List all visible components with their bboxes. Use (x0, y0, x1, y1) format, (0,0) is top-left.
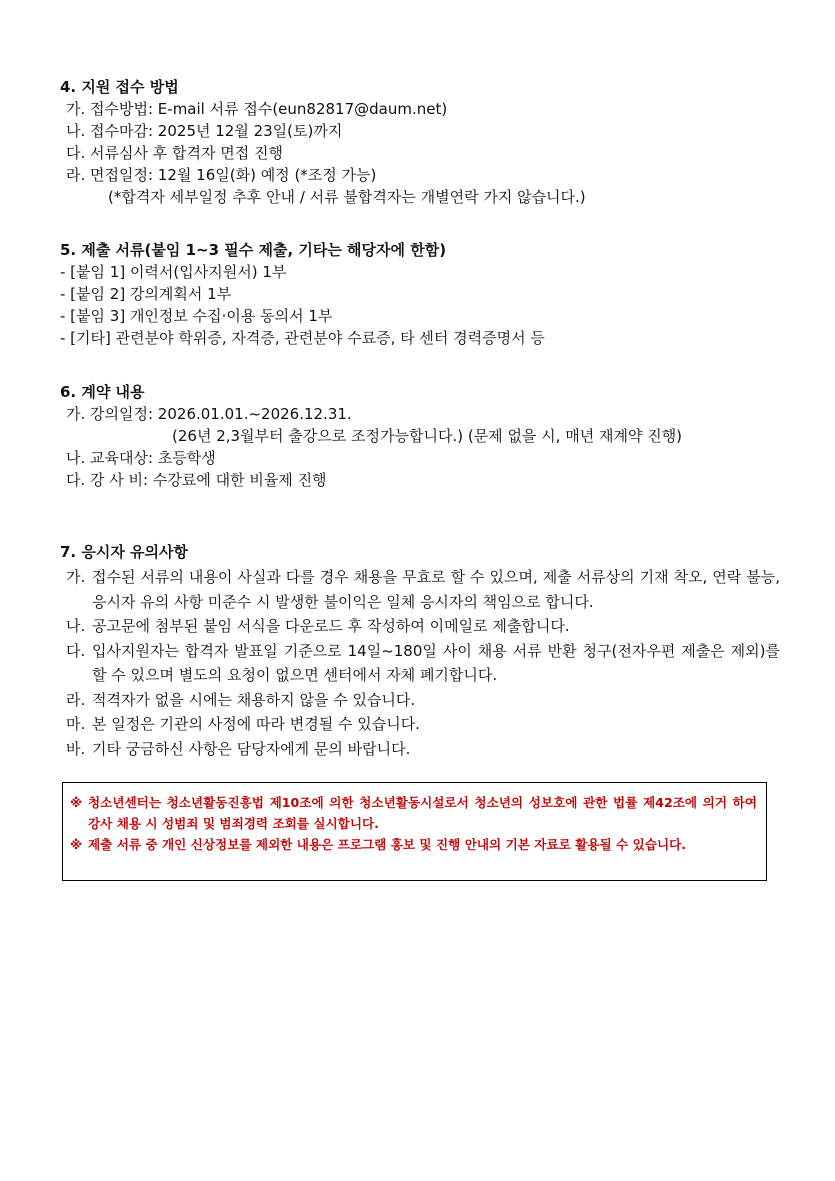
reference-mark-icon: ※ (70, 795, 83, 810)
list-item: 가. 강의일정: 2026.01.01.~2026.12.31. (66, 405, 352, 423)
section-application-method (60, 76, 780, 208)
section-applicant-notes (60, 541, 780, 761)
notice-text: 청소년센터는 청소년활동진흥법 제10조에 의한 청소년활동시설로서 청소년의 성보호에 관한 법률 제42조에 의거 하여 강사 채용 시 성범죄 및 범죄경력 조회를 실시합니다. (88, 795, 757, 831)
section-required-documents (60, 239, 780, 349)
section-heading: 4. 지원 접수 방법 (60, 78, 179, 96)
notice-item (70, 792, 757, 834)
notice-text: 제출 서류 중 개인 신상정보를 제외한 내용은 프로그램 홍보 및 진행 안내의 기본 자료로 활용될 수 있습니다. (88, 837, 687, 852)
list-item (60, 737, 780, 762)
list-item: 다. 강 사 비: 수강료에 대한 비율제 진행 (66, 471, 327, 489)
list-item: - [붙임 3] 개인정보 수집·이용 동의서 1부 (60, 307, 333, 325)
list-text: 접수된 서류의 내용이 사실과 다를 경우 채용을 무효로 할 수 있으며, 제출 서류상의 기재 착오, 연락 불능, 응시자 유의 사항 미준수 시 발생한 불이익은 일체 응시자의 책임으로 합니다. (92, 568, 780, 611)
list-marker: 라. (66, 690, 86, 709)
list-item (60, 614, 780, 639)
section-heading: 7. 응시자 유의사항 (60, 543, 189, 561)
list-text: 입사지원자는 합격자 발표일 기준으로 14일~180일 사이 채용 서류 반환 청구(전자우편 제출은 제외)를 할 수 있으며 별도의 요청이 없으면 센터에서 자체 폐기합니다. (92, 641, 780, 684)
list-marker: 나. (66, 617, 86, 635)
reference-mark-icon: ※ (70, 837, 83, 852)
notice-box (62, 782, 767, 881)
list-marker: 가. (66, 568, 86, 586)
list-item: - [붙임 2] 강의계획서 1부 (60, 285, 232, 303)
list-item: 다. 서류심사 후 합격자 면접 진행 (66, 144, 283, 162)
list-item (60, 565, 780, 614)
section-heading: 5. 제출 서류(붙임 1~3 필수 제출, 기타는 해당자에 한함) (60, 241, 447, 259)
list-item (60, 688, 780, 713)
list-marker: 다. (66, 641, 86, 660)
list-text: 본 일정은 기관의 사정에 따라 변경될 수 있습니다. (92, 715, 420, 733)
list-marker: 바. (66, 739, 86, 758)
list-item: 나. 교육대상: 초등학생 (66, 449, 216, 467)
list-item: - [붙임 1] 이력서(입사지원서) 1부 (60, 263, 287, 281)
list-marker: 마. (66, 715, 86, 733)
list-item (60, 712, 780, 737)
list-item: 라. 면접일정: 12월 16일(화) 예정 (*조정 가능) (66, 166, 377, 184)
list-text: 기타 궁금하신 사항은 담당자에게 문의 바랍니다. (92, 739, 411, 758)
list-item: 가. 접수방법: E-mail 서류 접수(eun82817@daum.net) (66, 100, 448, 118)
list-item-sub: (26년 2,3월부터 출강으로 조정가능합니다.) (문제 없을 시, 매년 재계약 진행) (172, 427, 683, 445)
list-item: - [기타] 관련분야 학위증, 자격증, 관련분야 수료증, 타 센터 경력증명서 등 (60, 329, 545, 347)
list-item: 나. 접수마감: 2025년 12월 23일(토)까지 (66, 122, 343, 140)
note: (*합격자 세부일정 추후 안내 / 서류 불합격자는 개별연락 가지 않습니다.) (108, 188, 586, 206)
section-heading: 6. 계약 내용 (60, 383, 145, 401)
notice-item (70, 834, 757, 855)
list-text: 공고문에 첨부된 붙임 서식을 다운로드 후 작성하여 이메일로 제출합니다. (92, 617, 570, 635)
list-text: 적격자가 없을 시에는 채용하지 않을 수 있습니다. (92, 690, 416, 709)
list-item (60, 639, 780, 688)
section-contract-details (60, 381, 780, 491)
